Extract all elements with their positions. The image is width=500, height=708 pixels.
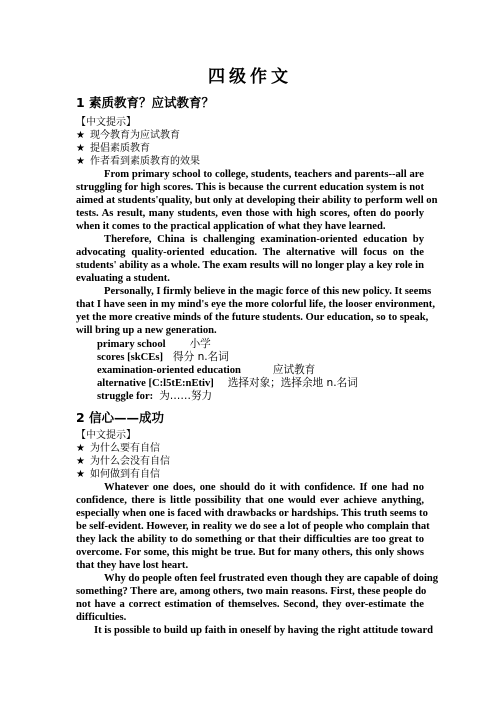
paragraph-line: It is possible to build up faith in oneself by having the right attitude toward bbox=[94, 625, 434, 636]
hint-item: ★ 为什么会没有自信 bbox=[76, 456, 170, 467]
hint-label: 【中文提示】 bbox=[76, 117, 136, 128]
hint-item: ★ 现今教育为应试教育 bbox=[76, 130, 180, 141]
page-title: 四级作文 bbox=[208, 67, 292, 87]
star-icon: ★ bbox=[76, 156, 85, 167]
section-2-heading: 2 信心——成功 bbox=[76, 410, 165, 425]
hint-item: ★ 如何做到有自信 bbox=[76, 469, 160, 480]
paragraph-line: be self-evident. However, in reality we do see a lot of people who complain that bbox=[76, 521, 430, 532]
hint-item: ★ 作者看到素质教育的效果 bbox=[76, 156, 200, 167]
paragraph-line: difficulties. bbox=[76, 612, 127, 623]
paragraph-line: when it comes to the practical application of what they have learned. bbox=[76, 221, 386, 232]
paragraph-line: confidence, there is little possibility that one would ever achieve anything, bbox=[76, 495, 424, 506]
paragraph-line: Therefore, China is challenging examination-oriented education by bbox=[104, 234, 424, 245]
paragraph-line: advocating quality-oriented education. The alternative will focus on the bbox=[76, 247, 424, 258]
paragraph-line: not have a correct estimation of themselves. Second, they over-estimate the bbox=[76, 599, 424, 610]
paragraph-line: evaluating a student. bbox=[76, 273, 170, 284]
paragraph-line: Whatever one does, one should do it with confidence. If one had no bbox=[104, 482, 424, 493]
paragraph-line: tests. As result, many students, even those with high scores, often do poorly bbox=[76, 208, 424, 219]
paragraph-line: struggling for high scores. This is because the current education system is not bbox=[76, 182, 424, 193]
star-icon: ★ bbox=[76, 469, 85, 480]
vocab-item: struggle for: 为……努力 bbox=[97, 390, 213, 402]
paragraph-line: that they have lost heart. bbox=[76, 560, 189, 571]
paragraph-line: overcome. For some, this might be true. But for many others, this only shows bbox=[76, 547, 424, 558]
paragraph-line: yet the more creative minds of the future students. Our education, so to speak, bbox=[76, 312, 429, 323]
paragraph-line: they lack the ability to do something or that their difficulties are too great to bbox=[76, 534, 424, 545]
section-1-heading: 1 素质教育？应试教育？ bbox=[76, 95, 215, 110]
paragraph-line: students' ability as a whole. The exam results will no longer play a key role in bbox=[76, 260, 424, 271]
hint-item: ★ 为什么要有自信 bbox=[76, 443, 160, 454]
paragraph-line: that I have seen in my mind's eye the more colorful life, the looser environment, bbox=[76, 299, 435, 310]
vocab-item: examination-oriented education 应试教育 bbox=[97, 364, 316, 376]
hint-item: ★ 提倡素质教育 bbox=[76, 143, 150, 154]
star-icon: ★ bbox=[76, 143, 85, 154]
vocab-item: primary school 小学 bbox=[97, 338, 211, 350]
paragraph-line: something? There are, among others, two main reasons. First, these people do bbox=[76, 586, 427, 597]
paragraph-line: will bring up a new generation. bbox=[76, 325, 217, 336]
paragraph-line: aimed at students'quality, but only at developing their ability to perform well on bbox=[76, 195, 438, 206]
vocab-item: scores [skCEs] 得分 n.名词 bbox=[97, 351, 229, 363]
paragraph-line: Personally, I firmly believe in the magic force of this new policy. It seems bbox=[104, 286, 432, 297]
paragraph-line: Why do people often feel frustrated even though they are capable of doing bbox=[104, 573, 439, 584]
paragraph-line: From primary school to college, students, teachers and parents--all are bbox=[104, 169, 424, 180]
hint-label: 【中文提示】 bbox=[76, 430, 136, 441]
star-icon: ★ bbox=[76, 456, 85, 467]
star-icon: ★ bbox=[76, 130, 85, 141]
vocab-item: alternative [C:l5tE:nEtiv] 选择对象；选择余地 n.名词 bbox=[97, 377, 358, 389]
star-icon: ★ bbox=[76, 443, 85, 454]
paragraph-line: especially when one is faced with drawbacks or hardships. This truth seems to bbox=[76, 508, 428, 519]
